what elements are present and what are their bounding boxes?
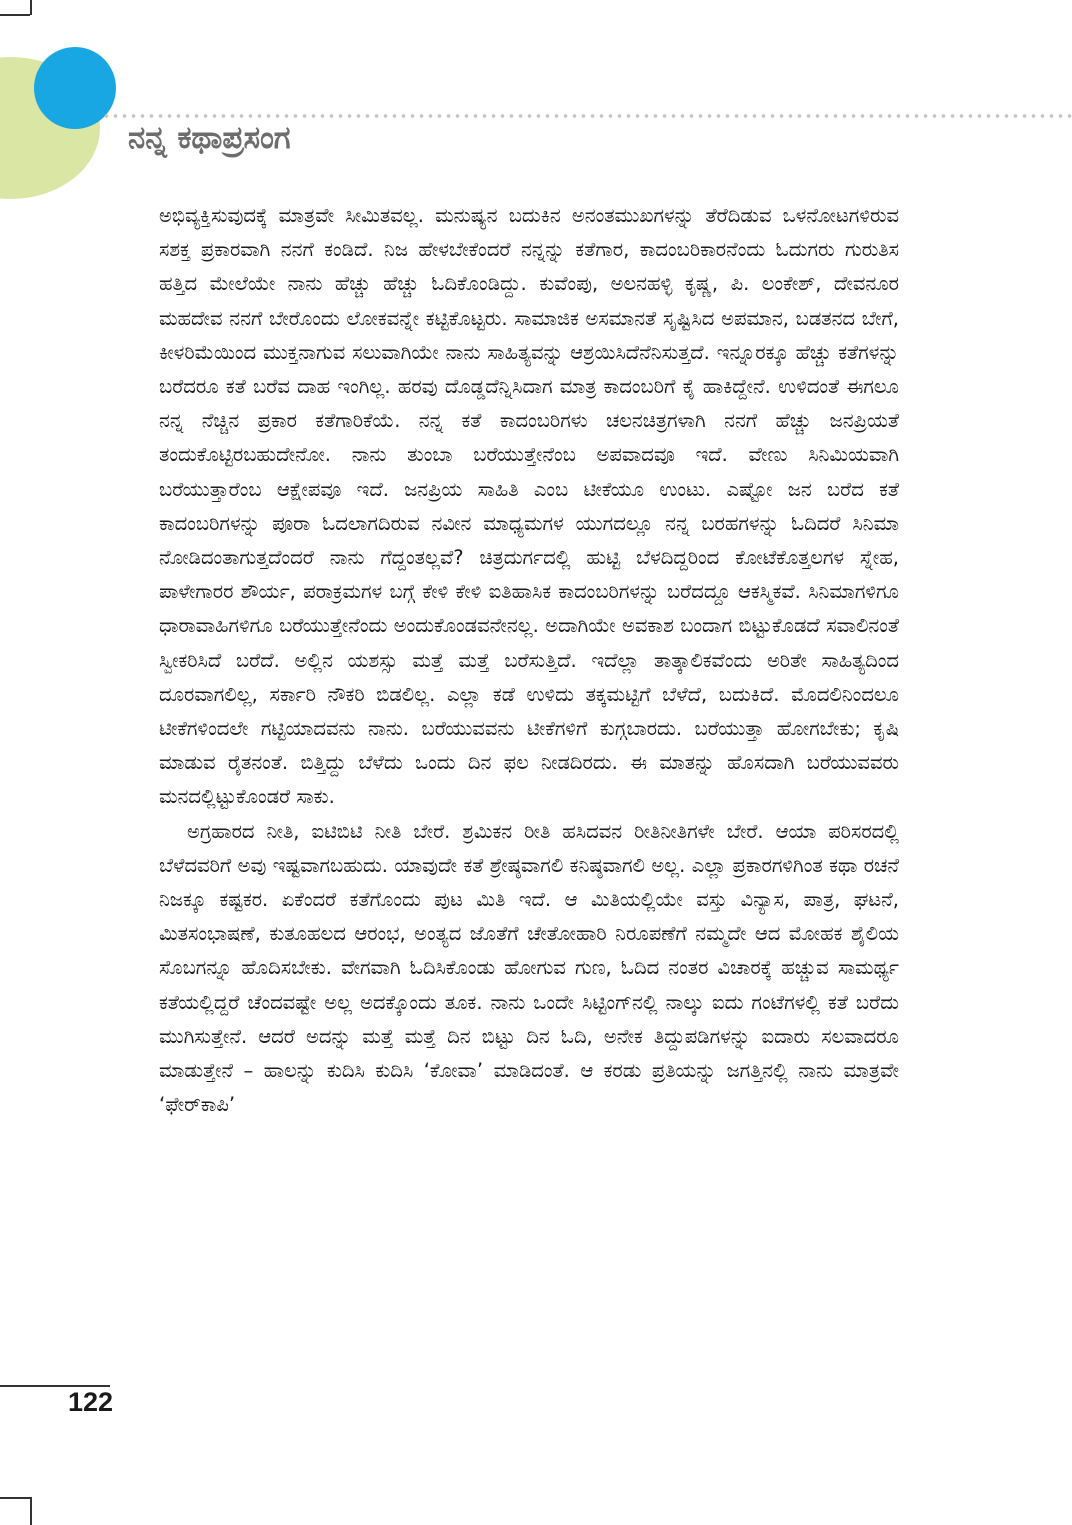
paragraph-1: ಅಭಿವ್ಯಕ್ತಿಸುವುದಕ್ಕೆ ಮಾತ್ರವೇ ಸೀಮಿತವಲ್ಲ. ಮನುಷ್ಯನ ಬದುಕಿನ ಅನಂತಮುಖಗಳನ್ನು ತೆರೆದಿಡುವ ಒಳನೋಟಗಳಿರುವ ಸಶಕ್ತ ಪ್ರಕಾರವಾಗಿ ನನಗೆ ಕಂಡಿದೆ. ನಿಜ ಹೇಳಬೇಕೆಂದರೆ ನನ್ನನ್ನು ಕತೆಗಾರ, ಕಾದಂಬರಿಕಾರನೆಂದು ಓದುಗರು ಗುರುತಿಸ ಹತ್ತಿದ ಮೇಲೆಯೇ ನಾನು ಹೆಚ್ಚು ಹೆಚ್ಚು ಓದಿಕೊಂಡಿದ್ದು. ಕುವೆಂಪು, ಅಲನಹಳ್ಳಿ ಕೃಷ್ಣ, ಪಿ. ಲಂಕೇಶ್, ದೇವನೂರ ಮಹದೇವ ನನಗೆ ಬೇರೊಂದು ಲೋಕವನ್ನೇ ಕಟ್ಟಿಕೊಟ್ಟರು. ಸಾಮಾಜಿಕ ಅಸಮಾನತೆ ಸೃಷ್ಟಿಸಿದ ಅಪಮಾನ, ಬಡತನದ ಬೇಗೆ, ಕೀಳರಿಮೆಯಿಂದ ಮುಕ್ತನಾಗುವ ಸಲುವಾಗಿಯೇ ನಾನು ಸಾಹಿತ್ಯವನ್ನು ಆಶ್ರಯಿಸಿದೆನೆನಿಸುತ್ತದೆ. ಇನ್ನೂರಕ್ಕೂ ಹೆಚ್ಚು ಕತೆಗಳನ್ನು ಬರೆದರೂ ಕತೆ ಬರೆವ ದಾಹ ಇಂಗಿಲ್ಲ. ಹರವು ದೊಡ್ಡದೆನ್ನಿಸಿದಾಗ ಮಾತ್ರ ಕಾದಂಬರಿಗೆ ಕೈ ಹಾಕಿದ್ದೇನೆ. ಉಳಿದಂತೆ ಈಗಲೂ ನನ್ನ ನೆಚ್ಚಿನ ಪ್ರಕಾರ ಕತೆಗಾರಿಕೆಯೆ. ನನ್ನ ಕತೆ ಕಾದಂಬರಿಗಳು ಚಲನಚಿತ್ರಗಳಾಗಿ ನನಗೆ ಹೆಚ್ಚು ಜನಪ್ರಿಯತೆ ತಂದುಕೊಟ್ಟಿರಬಹುದೇನೋ. ನಾನು ತುಂಬಾ ಬರೆಯುತ್ತೇನೆಂಬ ಅಪವಾದವೂ ಇದೆ. ವೇಣು ಸಿನಿಮಿಯವಾಗಿ ಬರೆಯುತ್ತಾರೆಂಬ ಆಕ್ಷೇಪವೂ ಇದೆ. ಜನಪ್ರಿಯ ಸಾಹಿತಿ ಎಂಬ ಟೀಕೆಯೂ ಉಂಟು. ಎಷ್ಟೋ ಜನ ಬರೆದ ಕತೆ ಕಾದಂಬರಿಗಳನ್ನು ಪೂರಾ ಓದಲಾಗದಿರುವ ನವೀನ ಮಾಧ್ಯಮಗಳ ಯುಗದಲ್ಲೂ ನನ್ನ ಬರಹಗಳನ್ನು ಓದಿದರೆ ಸಿನಿಮಾ ನೋಡಿದಂತಾಗುತ್ತದೆಂದರೆ ನಾನು ಗೆದ್ದಂತಲ್ಲವೆ? ಚಿತ್ರದುರ್ಗದಲ್ಲಿ ಹುಟ್ಟಿ ಬೆಳದಿದ್ದರಿಂದ ಕೋಟೆಕೊತ್ತಲಗಳ ಸ್ನೇಹ, ಪಾಳೇಗಾರರ ಶೌರ್ಯ, ಪರಾಕ್ರಮಗಳ ಬಗ್ಗೆ ಕೇಳಿ ಕೇಳಿ ಐತಿಹಾಸಿಕ ಕಾದಂಬರಿಗಳನ್ನು ಬರೆದದ್ದೂ ಆಕಸ್ಮಿಕವೆ. ಸಿನಿಮಾಗಳಿಗೂ ಧಾರಾವಾಹಿಗಳಿಗೂ ಬರೆಯುತ್ತೇನೆಂದು ಅಂದುಕೊಂಡವನೇನಲ್ಲ. ಅದಾಗಿಯೇ ಅವಕಾಶ ಬಂದಾಗ ಬಿಟ್ಟುಕೊಡದೆ ಸವಾಲಿನಂತೆ ಸ್ವೀಕರಿಸಿದೆ ಬರೆದೆ. ಅಲ್ಲಿನ ಯಶಸ್ಸು ಮತ್ತೆ ಮತ್ತೆ ಬರೆಸುತ್ತಿದೆ. ಇದೆಲ್ಲಾ ತಾತ್ಕಾಲಿಕವೆಂದು ಅರಿತೇ ಸಾಹಿತ್ಯದಿಂದ ದೂರವಾಗಲಿಲ್ಲ, ಸರ್ಕಾರಿ ನೌಕರಿ ಬಿಡಲಿಲ್ಲ. ಎಲ್ಲಾ ಕಡೆ ಉಳಿದು ತಕ್ಕಮಟ್ಟಿಗೆ ಬೆಳೆದೆ, ಬದುಕಿದೆ. ಮೊದಲಿನಿಂದಲೂ ಟೀಕೆಗಳಿಂದಲೇ ಗಟ್ಟಿಯಾದವನು ನಾನು. ಬರೆಯುವವನು ಟೀಕೆಗಳಿಗೆ ಕುಗ್ಗಬಾರದು. ಬರೆಯುತ್ತಾ ಹೋಗಬೇಕು; ಕೃಷಿ ಮಾಡುವ ರೈತನಂತೆ. ಬಿತ್ತಿದ್ದು ಬೆಳೆದು ಒಂದು ದಿನ ಫಲ ನೀಡದಿರದು. ಈ ಮಾತನ್ನು ಹೊಸದಾಗಿ ಬರೆಯುವವರು ಮನದಲ್ಲಿಟ್ಟುಕೊಂಡರೆ ಸಾಕು. <box>159 204 899 809</box>
crop-mark-top-left-vertical <box>30 0 32 15</box>
body-text <box>159 199 899 1122</box>
page-number: 122 <box>68 1387 114 1417</box>
crop-mark-bottom-left-horizontal <box>0 1497 30 1499</box>
crop-mark-bottom-left-vertical <box>30 1497 32 1525</box>
paragraph-2: ಅಗ್ರಹಾರದ ನೀತಿ, ಐಟಿಬಿಟಿ ನೀತಿ ಬೇರೆ. ಶ್ರಮಿಕನ ರೀತಿ ಹಸಿದವನ ರೀತಿನೀತಿಗಳೇ ಬೇರೆ. ಆಯಾ ಪರಿಸರದಲ್ಲಿ ಬೆಳೆದವರಿಗೆ ಅವು ಇಷ್ಟವಾಗಬಹುದು. ಯಾವುದೇ ಕತೆ ಶ್ರೇಷ್ಠವಾಗಲಿ ಕನಿಷ್ಠವಾಗಲಿ ಅಲ್ಲ. ಎಲ್ಲಾ ಪ್ರಕಾರಗಳಿಗಿಂತ ಕಥಾ ರಚನೆ ನಿಜಕ್ಕೂ ಕಷ್ಟಕರ. ಏಕೆಂದರೆ ಕತೆಗೊಂದು ಪುಟ ಮಿತಿ ಇದೆ. ಆ ಮಿತಿಯಲ್ಲಿಯೇ ವಸ್ತು ವಿನ್ಯಾಸ, ಪಾತ್ರ, ಘಟನೆ, ಮಿತಸಂಭಾಷಣೆ, ಕುತೂಹಲದ ಆರಂಭ, ಅಂತ್ಯದ ಜೊತೆಗೆ ಚೇತೋಹಾರಿ ನಿರೂಪಣೆಗೆ ನಮ್ಮದೇ ಆದ ಮೋಹಕ ಶೈಲಿಯ ಸೊಬಗನ್ನೂ ಹೊದಿಸಬೇಕು. ವೇಗವಾಗಿ ಓದಿಸಿಕೊಂಡು ಹೋಗುವ ಗುಣ, ಓದಿದ ನಂತರ ವಿಚಾರಕ್ಕೆ ಹಚ್ಚುವ ಸಾಮರ್ಥ್ಯ ಕತೆಯಲ್ಲಿದ್ದರೆ ಚೆಂದವಷ್ಟೇ ಅಲ್ಲ ಅದಕ್ಕೊಂದು ತೂಕ. ನಾನು ಒಂದೇ ಸಿಟ್ಟಿಂಗ್‌ನಲ್ಲಿ ನಾಲ್ಕು ಐದು ಗಂಟೆಗಳಲ್ಲಿ ಕತೆ ಬರೆದು ಮುಗಿಸುತ್ತೇನೆ. ಆದರೆ ಅದನ್ನು ಮತ್ತೆ ಮತ್ತೆ ದಿನ ಬಿಟ್ಟು ದಿನ ಓದಿ, ಅನೇಕ ತಿದ್ದುಪಡಿಗಳನ್ನು ಐದಾರು ಸಲವಾದರೂ ಮಾಡುತ್ತೇನೆ – ಹಾಲನ್ನು ಕುದಿಸಿ ಕುದಿಸಿ ‘ಕೋವಾ’ ಮಾಡಿದಂತೆ. ಆ ಕರಡು ಪ್ರತಿಯನ್ನು ಜಗತ್ತಿನಲ್ಲಿ ನಾನು ಮಾತ್ರವೇ ‘ಫೇರ್‌ಕಾಪಿ’ <box>159 819 899 1117</box>
dotted-header-rule <box>102 113 1072 119</box>
crop-mark-top-left-horizontal <box>0 14 30 16</box>
chapter-title: ನನ್ನ ಕಥಾಪ್ರಸಂಗ <box>128 120 291 156</box>
